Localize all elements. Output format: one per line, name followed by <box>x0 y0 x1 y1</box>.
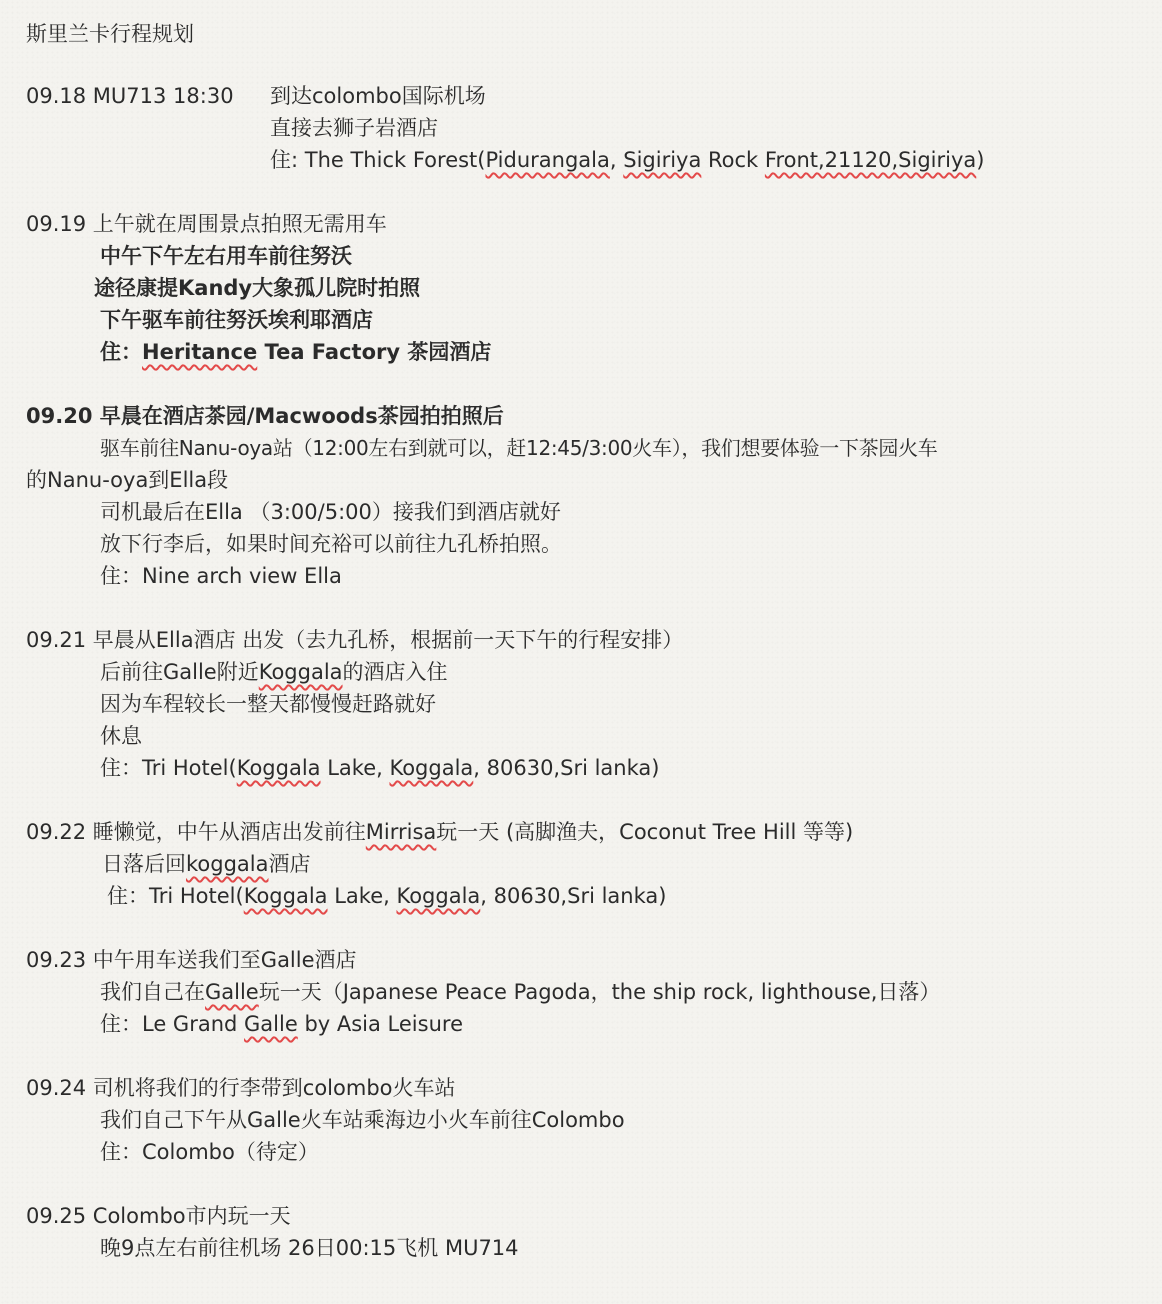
text-segment: 住： <box>100 340 142 364</box>
day-0921-drive: 因为车程较长一整天都慢慢赶路就好 <box>100 692 436 716</box>
day-0924-hotel: 住：Colombo（待定） <box>100 1140 319 1164</box>
text-segment: 09.22 睡懒觉，中午从酒店出发前往 <box>26 820 366 844</box>
text-segment: 住：Tri Hotel( <box>107 884 244 908</box>
day-0918-arrival: 到达colombo国际机场 <box>270 84 486 108</box>
text-segment: by Asia Leisure <box>297 1012 463 1036</box>
day-0924-luggage: 09.24 司机将我们的行李带到colombo火车站 <box>26 1076 456 1100</box>
text-segment: , 80630,Sri lanka) <box>473 756 660 780</box>
day-0922-hotel <box>107 880 666 912</box>
day-0923-transfer: 09.23 中午用车送我们至Galle酒店 <box>26 948 357 972</box>
text-segment: 住：Le Grand <box>100 1012 245 1036</box>
text-segment: 玩一天 (高脚渔夫，Coconut Tree Hill 等等) <box>436 820 854 844</box>
day-0919-morning: 09.19 上午就在周围景点拍照无需用车 <box>26 212 387 236</box>
misspelled-word: Koggala <box>236 756 321 780</box>
text-segment: 住: The Thick Forest( <box>270 148 486 172</box>
day-0918-flight: 09.18 MU713 18:30 <box>26 84 234 108</box>
misspelled-word: Front,21120,Sigiriya <box>764 148 977 172</box>
text-segment: 后前往Galle附近 <box>100 660 259 684</box>
day-0918-hotel <box>270 144 984 176</box>
day-0921-hotel <box>100 752 659 784</box>
misspelled-word: Koggala <box>389 756 474 780</box>
day-0919-hotel <box>100 336 491 368</box>
misspelled-word: Koggala <box>243 884 328 908</box>
misspelled-word: Koggala <box>396 884 481 908</box>
text-segment: 日落后回 <box>102 852 186 876</box>
day-0921-morning: 09.21 早晨从Ella酒店 出发（去九孔桥，根据前一天下午的行程安排） <box>26 628 684 652</box>
text-segment: ) <box>976 148 985 172</box>
day-0920-hotel: 住：Nine arch view Ella <box>100 564 342 588</box>
day-0925-flight: 晚9点左右前往机场 26日00:15飞机 MU714 <box>100 1236 519 1260</box>
day-0920-train: 驱车前往Nanu-oya站（12:00左右到就可以，赶12:45/3:00火车），我们想要体验一下茶园火车 <box>100 436 938 460</box>
text-segment: 住：Tri Hotel( <box>100 756 237 780</box>
day-0922-sunset <box>102 848 311 880</box>
day-0919-kandy: 途径康提Kandy大象孤儿院时拍照 <box>94 276 421 300</box>
document-title: 斯里兰卡行程规划 <box>26 22 194 46</box>
text-segment: 玩一天（Japanese Peace Pagoda，the ship rock, lighthouse,日落） <box>258 980 941 1004</box>
day-0921-galle <box>100 656 448 688</box>
day-0921-rest: 休息 <box>100 724 142 748</box>
text-segment: , 80630,Sri lanka) <box>480 884 667 908</box>
text-segment: Lake, <box>320 756 390 780</box>
day-0924-train: 我们自己下午从Galle火车站乘海边小火车前往Colombo <box>100 1108 625 1132</box>
day-0925-city: 09.25 Colombo市内玩一天 <box>26 1204 291 1228</box>
day-0920-pickup: 司机最后在Ella （3:00/5:00）接我们到酒店就好 <box>100 500 561 524</box>
day-0923-galle <box>100 976 940 1008</box>
day-0920-morning: 09.20 早晨在酒店茶园/Macwoods茶园拍拍照后 <box>26 404 504 428</box>
text-segment: Lake, <box>327 884 397 908</box>
misspelled-word: Galle <box>205 980 259 1004</box>
text-segment: , <box>609 148 624 172</box>
text-segment: 酒店 <box>268 852 311 876</box>
text-segment: Rock <box>701 148 765 172</box>
day-0920-bridge: 放下行李后，如果时间充裕可以前往九孔桥拍照。 <box>100 532 562 556</box>
day-0918-transfer: 直接去狮子岩酒店 <box>270 116 438 140</box>
misspelled-word: Pidurangala <box>485 148 610 172</box>
misspelled-word: Heritance <box>142 340 258 364</box>
misspelled-word: Galle <box>244 1012 298 1036</box>
text-segment: 的酒店入住 <box>342 660 448 684</box>
day-0919-noon: 中午下午左右用车前往努沃 <box>100 244 352 268</box>
misspelled-word: Sigiriya <box>623 148 702 172</box>
day-0919-afternoon: 下午驱车前往努沃埃利耶酒店 <box>100 308 373 332</box>
text-segment: Tea Factory 茶园酒店 <box>257 340 492 364</box>
misspelled-word: Mirrisa <box>365 820 437 844</box>
misspelled-word: Koggala <box>258 660 343 684</box>
text-segment: 我们自己在 <box>100 980 205 1004</box>
day-0920-train-wrap: 的Nanu-oya到Ella段 <box>26 468 229 492</box>
day-0923-hotel <box>100 1008 463 1040</box>
day-0922-mirrisa <box>26 816 853 848</box>
misspelled-word: koggala <box>186 852 269 876</box>
